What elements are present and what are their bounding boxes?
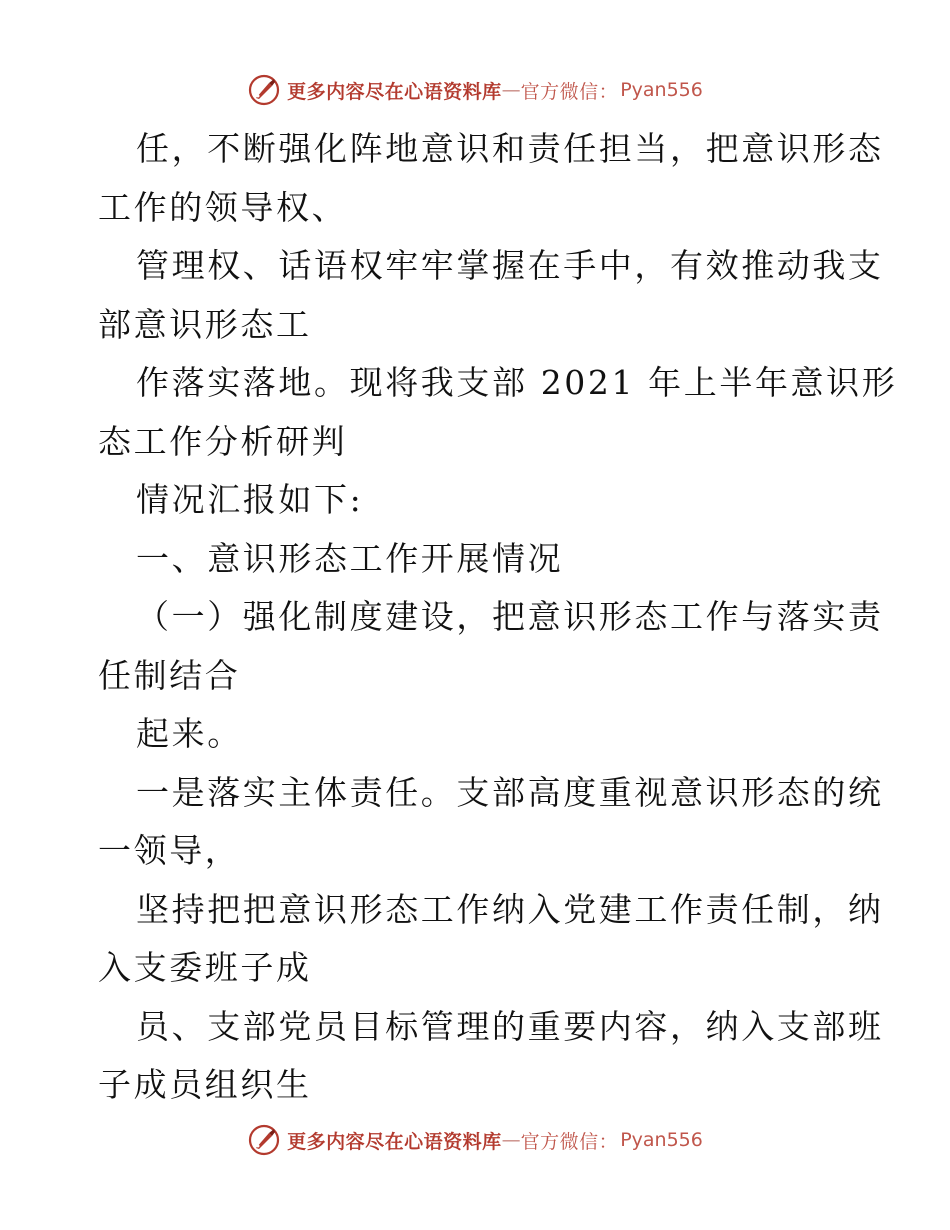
banner-wechat-label: 官方微信： <box>520 1130 619 1153</box>
body-text-line: 作落实落地。现将我支部 2021 年上半年意识形 <box>136 363 898 402</box>
body-text-line: 一领导， <box>98 831 241 870</box>
quill-pen-circle-icon <box>247 1123 281 1157</box>
banner-wechat-handle: Pyan556 <box>620 79 703 101</box>
body-text-line: 任制结合 <box>98 655 241 695</box>
body-text-line: 一是落实主体责任。支部高度重视意识形态的统 <box>136 772 884 812</box>
banner-dash: — <box>501 79 521 101</box>
quill-pen-circle-icon <box>247 73 281 107</box>
banner-wechat-label: 官方微信： <box>520 80 619 103</box>
body-text-line: （一）强化制度建设，把意识形态工作与落实责 <box>136 597 884 636</box>
banner-main-text: 更多内容尽在心语资料库 <box>287 80 502 103</box>
banner-dash: — <box>501 1129 521 1151</box>
banner-main-text: 更多内容尽在心语资料库 <box>287 1130 502 1153</box>
banner-wechat-handle: Pyan556 <box>620 1129 703 1151</box>
footer-banner <box>0 1120 950 1160</box>
body-text-line: 坚持把把意识形态工作纳入党建工作责任制，纳 <box>136 889 884 929</box>
body-text-line: 员、支部党员目标管理的重要内容，纳入支部班 <box>136 1006 884 1046</box>
body-text-line: 管理权、话语权牢牢掌握在手中，有效推动我支 <box>136 246 884 285</box>
body-text-line: 起来。 <box>136 714 243 753</box>
header-banner <box>0 70 950 110</box>
body-text-line: 工作的领导权、 <box>98 187 348 227</box>
body-text-line: 部意识形态工 <box>98 304 312 344</box>
body-text-line: 情况汇报如下: <box>136 480 364 519</box>
body-text-line: 入支委班子成 <box>98 948 312 987</box>
body-text-line: 任，不断强化阵地意识和责任担当，把意识形态 <box>136 129 884 168</box>
body-text-line: 态工作分析研判 <box>98 421 348 461</box>
body-text-line: 子成员组织生 <box>98 1065 312 1104</box>
body-text-line: 一、意识形态工作开展情况 <box>136 538 564 578</box>
document-body <box>98 120 898 1115</box>
